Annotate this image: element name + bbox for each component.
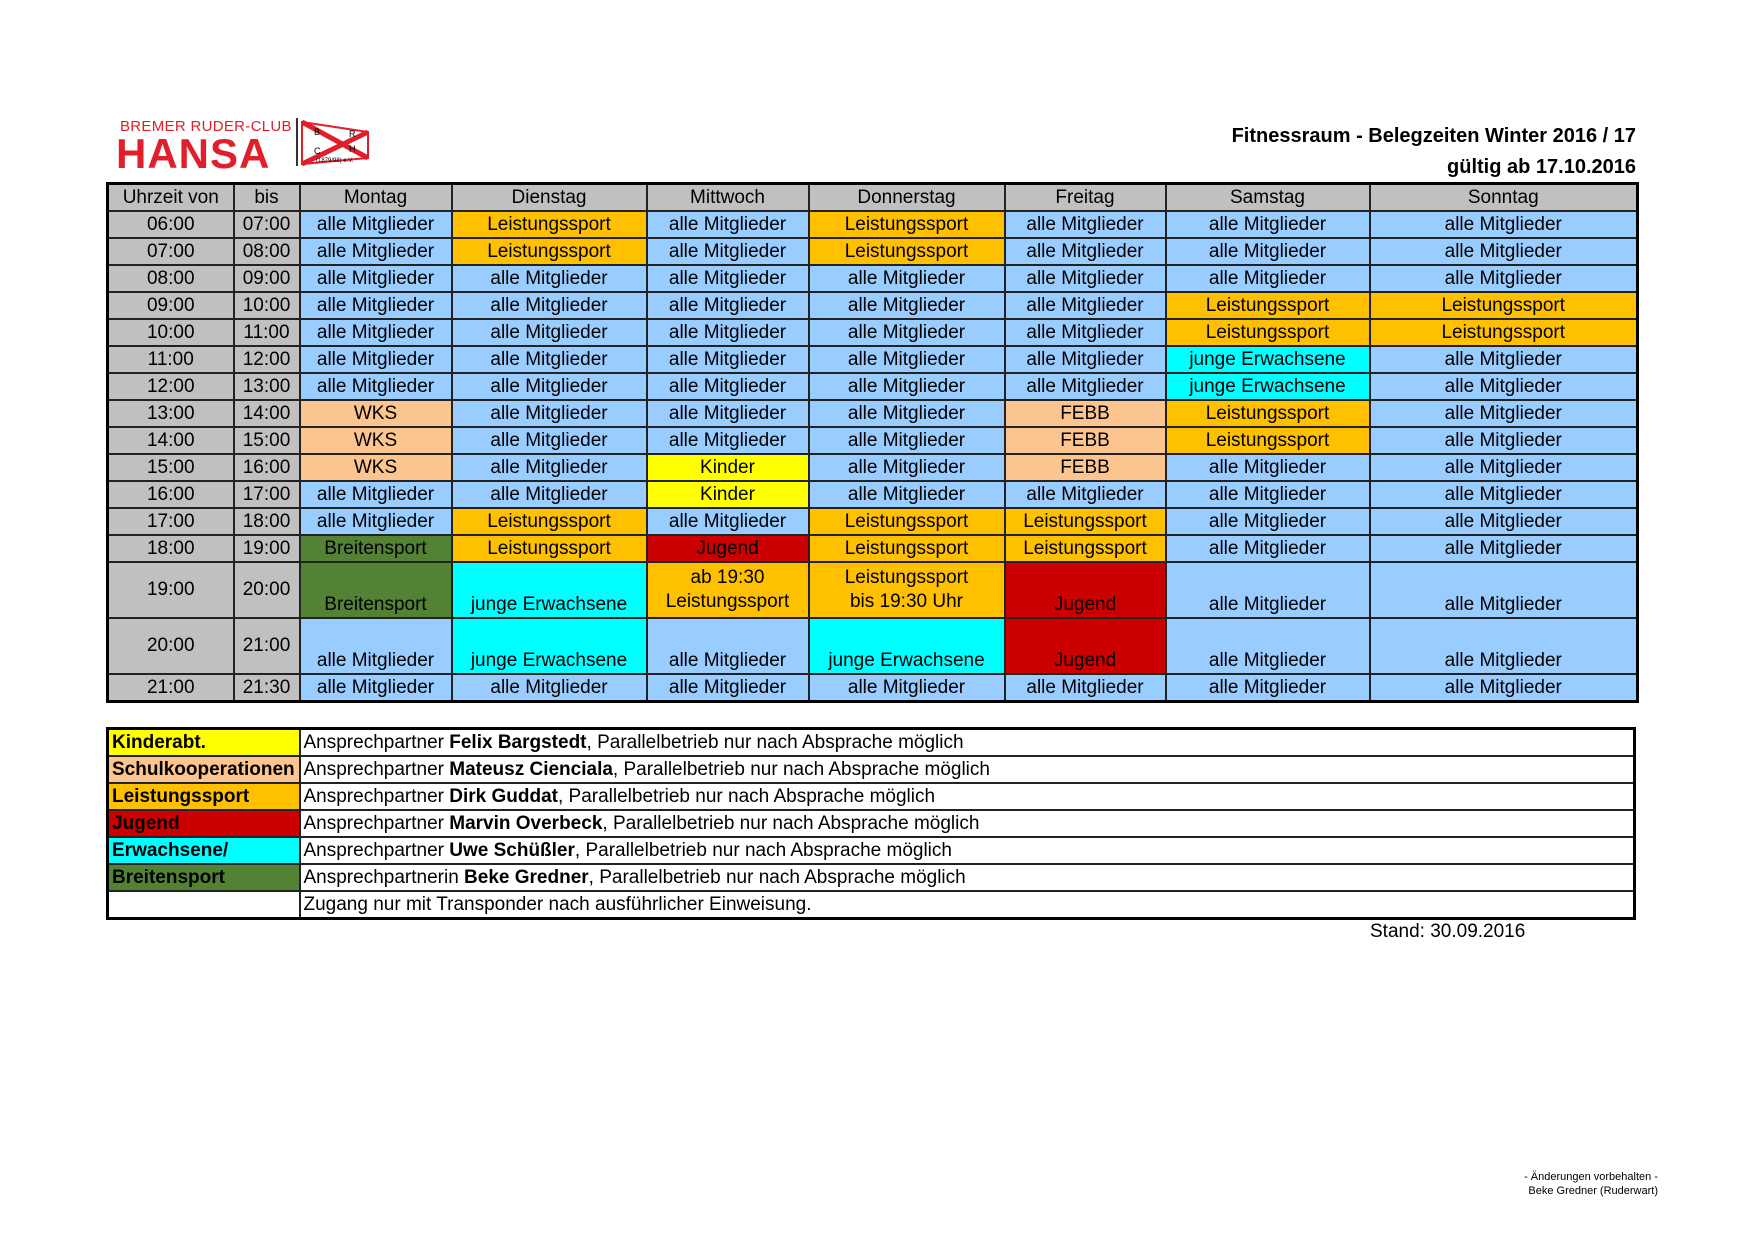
schedule-cell: alle Mitglieder (452, 319, 647, 346)
schedule-cell: alle Mitglieder (647, 373, 809, 400)
legend-label: Leistungssport (108, 783, 300, 810)
schedule-cell-line: Leistungssport (844, 567, 969, 588)
time-to: 07:00 (234, 211, 300, 238)
schedule-row (108, 265, 1638, 292)
column-header: bis (234, 184, 300, 212)
time-from: 15:00 (108, 454, 234, 481)
schedule-row (108, 292, 1638, 319)
column-header: Dienstag (452, 184, 647, 212)
schedule-header-row (108, 184, 1638, 212)
contact-name: Mateusz Cienciala (449, 759, 613, 780)
footer-line-1: - Änderungen vorbehalten - (1524, 1171, 1658, 1183)
legend-description (300, 756, 1635, 783)
schedule-cell: alle Mitglieder (1166, 618, 1370, 674)
schedule-cell: WKS (300, 400, 452, 427)
time-from: 21:00 (108, 674, 234, 702)
column-header: Donnerstag (809, 184, 1005, 212)
schedule-cell: Leistungssport (1005, 535, 1166, 562)
column-header: Freitag (1005, 184, 1166, 212)
schedule-cell: alle Mitglieder (647, 400, 809, 427)
schedule-row (108, 618, 1638, 674)
schedule-cell: alle Mitglieder (300, 674, 452, 702)
schedule-row (108, 400, 1638, 427)
schedule-cell: alle Mitglieder (1005, 373, 1166, 400)
schedule-cell: alle Mitglieder (300, 481, 452, 508)
time-from: 11:00 (108, 346, 234, 373)
schedule-cell: alle Mitglieder (300, 373, 452, 400)
legend-label: Kinderabt. (108, 729, 300, 757)
legend-suffix: , Parallelbetrieb nur nach Absprache möglich (557, 786, 936, 807)
time-to: 21:00 (234, 618, 300, 674)
stand-date: Stand: 30.09.2016 (1370, 921, 1526, 942)
flag-letter: B (314, 127, 321, 137)
schedule-cell: junge Erwachsene (809, 618, 1005, 674)
schedule-cell: alle Mitglieder (647, 346, 809, 373)
legend-prefix: Zugang nur mit Transponder nach ausführlicher Einweisung. (303, 894, 812, 915)
legend-prefix: Ansprechpartner (303, 759, 450, 780)
schedule-cell: junge Erwachsene (452, 562, 647, 618)
legend-suffix: , Parallelbetrieb nur nach Absprache möglich (602, 813, 980, 834)
schedule-cell: alle Mitglieder (1166, 211, 1370, 238)
schedule-cell: alle Mitglieder (300, 292, 452, 319)
schedule-cell: alle Mitglieder (1005, 211, 1166, 238)
footer-line-2: Beke Gredner (Ruderwart) (1528, 1185, 1658, 1197)
time-from: 14:00 (108, 427, 234, 454)
schedule-cell: alle Mitglieder (647, 674, 809, 702)
schedule-cell: alle Mitglieder (1005, 319, 1166, 346)
schedule-cell: alle Mitglieder (809, 265, 1005, 292)
time-to: 18:00 (234, 508, 300, 535)
legend-label: Erwachsene/ (108, 837, 300, 864)
schedule-row (108, 481, 1638, 508)
legend-description (300, 810, 1635, 837)
time-from: 13:00 (108, 400, 234, 427)
legend-prefix: Ansprechpartner (303, 786, 450, 807)
schedule-cell: junge Erwachsene (1166, 373, 1370, 400)
schedule-cell: alle Mitglieder (647, 292, 809, 319)
contact-name: Dirk Guddat (449, 786, 558, 807)
legend-suffix: , Parallelbetrieb nur nach Absprache möglich (588, 867, 966, 888)
schedule-cell: alle Mitglieder (300, 618, 452, 674)
schedule-cell: Leistungssport (809, 211, 1005, 238)
schedule-cell: Leistungssport (809, 238, 1005, 265)
legend-label: Breitensport (108, 864, 300, 891)
schedule-cell: Leistungssport (809, 535, 1005, 562)
schedule-cell: alle Mitglieder (300, 319, 452, 346)
time-from: 12:00 (108, 373, 234, 400)
legend-prefix: Ansprechpartnerin (303, 867, 465, 888)
schedule-cell: Jugend (1005, 562, 1166, 618)
legend-row (108, 729, 1635, 757)
schedule-row (108, 535, 1638, 562)
time-from: 16:00 (108, 481, 234, 508)
schedule-cell: alle Mitglieder (1166, 454, 1370, 481)
legend-prefix: Ansprechpartner (303, 813, 450, 834)
legend-description (300, 891, 1635, 919)
schedule-cell: alle Mitglieder (452, 454, 647, 481)
legend-description (300, 729, 1635, 757)
schedule-cell: Kinder (647, 481, 809, 508)
schedule-cell: alle Mitglieder (1005, 674, 1166, 702)
legend-row (108, 891, 1635, 919)
schedule-cell: FEBB (1005, 454, 1166, 481)
contact-name: Uwe Schüßler (449, 840, 575, 861)
schedule-cell: alle Mitglieder (647, 265, 809, 292)
legend-table (106, 727, 1636, 920)
schedule-row (108, 562, 1638, 618)
schedule-cell: alle Mitglieder (1005, 346, 1166, 373)
schedule-cell: alle Mitglieder (1166, 481, 1370, 508)
legend-row (108, 756, 1635, 783)
valid-from: gültig ab 17.10.2016 (1447, 156, 1636, 178)
schedule-cell: Leistungssport (452, 211, 647, 238)
schedule-cell: alle Mitglieder (1005, 292, 1166, 319)
schedule-row (108, 508, 1638, 535)
legend-row (108, 864, 1635, 891)
club-flag-icon (294, 118, 378, 166)
legend-row (108, 837, 1635, 864)
schedule-cell: alle Mitglieder (1370, 508, 1638, 535)
legend-prefix: Ansprechpartner (303, 732, 450, 753)
column-header: Sonntag (1370, 184, 1638, 212)
schedule-cell (809, 562, 1005, 618)
schedule-cell: Breitensport (300, 562, 452, 618)
time-to: 14:00 (234, 400, 300, 427)
time-from: 10:00 (108, 319, 234, 346)
schedule-cell: alle Mitglieder (452, 346, 647, 373)
schedule-cell: alle Mitglieder (300, 508, 452, 535)
legend-prefix: Ansprechpartner (303, 840, 450, 861)
schedule-row (108, 346, 1638, 373)
schedule-cell: alle Mitglieder (1005, 265, 1166, 292)
schedule-cell-line: bis 19:30 Uhr (849, 591, 963, 612)
legend-suffix: , Parallelbetrieb nur nach Absprache möglich (574, 840, 952, 861)
time-from: 06:00 (108, 211, 234, 238)
schedule-cell: alle Mitglieder (452, 292, 647, 319)
page-title: Fitnessraum - Belegzeiten Winter 2016 / 17 (1231, 125, 1636, 147)
time-to: 13:00 (234, 373, 300, 400)
schedule-cell: alle Mitglieder (1166, 674, 1370, 702)
schedule-cell: alle Mitglieder (452, 400, 647, 427)
schedule-cell: Jugend (647, 535, 809, 562)
time-to: 12:00 (234, 346, 300, 373)
legend-label: Jugend (108, 810, 300, 837)
time-to: 15:00 (234, 427, 300, 454)
legend-suffix: , Parallelbetrieb nur nach Absprache möglich (612, 759, 990, 780)
schedule-cell: alle Mitglieder (1370, 400, 1638, 427)
schedule-cell: alle Mitglieder (647, 508, 809, 535)
column-header: Mittwoch (647, 184, 809, 212)
schedule-cell: Kinder (647, 454, 809, 481)
time-from: 07:00 (108, 238, 234, 265)
schedule-cell: Leistungssport (1005, 508, 1166, 535)
schedule-cell: Jugend (1005, 618, 1166, 674)
schedule-row (108, 319, 1638, 346)
schedule-cell: FEBB (1005, 400, 1166, 427)
schedule-cell: alle Mitglieder (300, 346, 452, 373)
column-header: Samstag (1166, 184, 1370, 212)
schedule-cell: alle Mitglieder (1005, 481, 1166, 508)
schedule-cell: Leistungssport (809, 508, 1005, 535)
schedule-cell: Breitensport (300, 535, 452, 562)
schedule-cell: alle Mitglieder (1370, 265, 1638, 292)
schedule-cell: alle Mitglieder (300, 211, 452, 238)
schedule-cell: alle Mitglieder (647, 618, 809, 674)
schedule-cell: alle Mitglieder (1370, 535, 1638, 562)
schedule-cell: alle Mitglieder (1370, 346, 1638, 373)
schedule-cell: alle Mitglieder (1370, 674, 1638, 702)
schedule-cell-line: ab 19:30 (690, 567, 765, 588)
time-from: 20:00 (108, 618, 234, 674)
schedule-cell: alle Mitglieder (1166, 562, 1370, 618)
schedule-cell: alle Mitglieder (809, 674, 1005, 702)
legend-label (108, 891, 300, 919)
schedule-cell: alle Mitglieder (809, 373, 1005, 400)
schedule-cell: alle Mitglieder (1370, 373, 1638, 400)
schedule-cell: alle Mitglieder (809, 454, 1005, 481)
schedule-row (108, 211, 1638, 238)
time-from: 18:00 (108, 535, 234, 562)
schedule-cell: Leistungssport (452, 508, 647, 535)
schedule-cell: alle Mitglieder (300, 265, 452, 292)
schedule-row (108, 373, 1638, 400)
schedule-cell: Leistungssport (1370, 319, 1638, 346)
schedule-cell: Leistungssport (1370, 292, 1638, 319)
legend-description (300, 783, 1635, 810)
schedule-cell: alle Mitglieder (647, 427, 809, 454)
schedule-cell: alle Mitglieder (1370, 618, 1638, 674)
schedule-cell: alle Mitglieder (1370, 562, 1638, 618)
time-from: 08:00 (108, 265, 234, 292)
contact-name: Felix Bargstedt (449, 732, 587, 753)
schedule-cell: FEBB (1005, 427, 1166, 454)
column-header: Uhrzeit von (108, 184, 234, 212)
legend-row (108, 810, 1635, 837)
schedule-cell: alle Mitglieder (452, 373, 647, 400)
schedule-cell: alle Mitglieder (647, 211, 809, 238)
schedule-cell: alle Mitglieder (1370, 211, 1638, 238)
footer-note (1524, 1170, 1658, 1198)
schedule-cell: Leistungssport (1166, 292, 1370, 319)
schedule-cell: alle Mitglieder (809, 400, 1005, 427)
schedule-cell: alle Mitglieder (1166, 535, 1370, 562)
time-to: 11:00 (234, 319, 300, 346)
legend-description (300, 864, 1635, 891)
time-to: 19:00 (234, 535, 300, 562)
schedule-cell: alle Mitglieder (1370, 481, 1638, 508)
schedule-cell: Leistungssport (1166, 400, 1370, 427)
time-to: 21:30 (234, 674, 300, 702)
schedule-cell: WKS (300, 427, 452, 454)
schedule-cell: alle Mitglieder (452, 674, 647, 702)
legend-row (108, 783, 1635, 810)
schedule-cell: alle Mitglieder (1370, 454, 1638, 481)
flag-letter: H (349, 144, 356, 154)
time-to: 16:00 (234, 454, 300, 481)
schedule-cell: alle Mitglieder (809, 481, 1005, 508)
schedule-table (106, 182, 1639, 703)
time-to: 09:00 (234, 265, 300, 292)
schedule-cell: alle Mitglieder (809, 346, 1005, 373)
club-logo (116, 116, 386, 177)
schedule-row (108, 674, 1638, 702)
flag-letter: R (349, 129, 356, 139)
schedule-cell: Leistungssport (452, 535, 647, 562)
schedule-cell: alle Mitglieder (809, 319, 1005, 346)
contact-name: Beke Gredner (464, 867, 589, 888)
contact-name: Marvin Overbeck (449, 813, 603, 834)
column-header: Montag (300, 184, 452, 212)
logo-club-name: BREMER RUDER-CLUB (120, 118, 292, 135)
schedule-row (108, 427, 1638, 454)
schedule-cell: alle Mitglieder (1370, 427, 1638, 454)
schedule-row (108, 454, 1638, 481)
schedule-cell: WKS (300, 454, 452, 481)
schedule-cell (647, 562, 809, 618)
legend-description (300, 837, 1635, 864)
time-from: 19:00 (108, 562, 234, 618)
time-from: 17:00 (108, 508, 234, 535)
schedule-cell: alle Mitglieder (1166, 265, 1370, 292)
time-to: 17:00 (234, 481, 300, 508)
schedule-cell: alle Mitglieder (809, 427, 1005, 454)
time-to: 10:00 (234, 292, 300, 319)
legend-suffix: , Parallelbetrieb nur nach Absprache möglich (586, 732, 964, 753)
schedule-row (108, 238, 1638, 265)
legend-label: Schulkooperationen (108, 756, 300, 783)
schedule-cell: junge Erwachsene (1166, 346, 1370, 373)
schedule-cell: alle Mitglieder (809, 292, 1005, 319)
schedule-cell: alle Mitglieder (647, 319, 809, 346)
schedule-cell: junge Erwachsene (452, 618, 647, 674)
schedule-cell: Leistungssport (1166, 319, 1370, 346)
schedule-cell: Leistungssport (452, 238, 647, 265)
flag-year: (1879/98) e.V. (316, 158, 354, 164)
schedule-cell: alle Mitglieder (1166, 508, 1370, 535)
schedule-cell: alle Mitglieder (452, 481, 647, 508)
flag-letter: C (314, 146, 321, 156)
schedule-cell: alle Mitglieder (1370, 238, 1638, 265)
time-to: 08:00 (234, 238, 300, 265)
schedule-cell: alle Mitglieder (452, 427, 647, 454)
schedule-cell: Leistungssport (1166, 427, 1370, 454)
schedule-cell-line: Leistungssport (665, 591, 790, 612)
schedule-cell: alle Mitglieder (300, 238, 452, 265)
schedule-cell: alle Mitglieder (1005, 238, 1166, 265)
time-to: 20:00 (234, 562, 300, 618)
schedule-cell: alle Mitglieder (1166, 238, 1370, 265)
time-from: 09:00 (108, 292, 234, 319)
logo-hansa: HANSA (116, 130, 271, 177)
schedule-cell: alle Mitglieder (647, 238, 809, 265)
schedule-cell: alle Mitglieder (452, 265, 647, 292)
title-block (1232, 121, 1636, 183)
